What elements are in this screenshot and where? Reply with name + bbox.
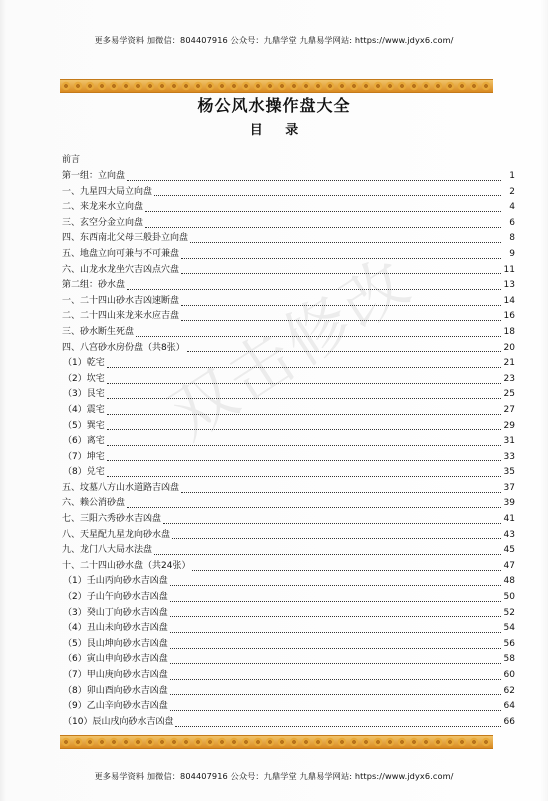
toc-entry[interactable] bbox=[62, 512, 515, 528]
toc-leader-dots bbox=[192, 569, 501, 571]
toc-leader-dots bbox=[181, 491, 501, 493]
toc-entry-page-number: 56 bbox=[503, 638, 515, 649]
toc-leader-dots bbox=[170, 600, 501, 602]
toc-entry-page-number: 45 bbox=[503, 545, 515, 556]
toc-entry-page-number: 52 bbox=[503, 607, 515, 618]
toc-entry-page-number: 62 bbox=[503, 685, 515, 696]
toc-entry-label: （4）震宅 bbox=[63, 404, 105, 415]
toc-entry-page-number: 20 bbox=[503, 342, 515, 353]
toc-leader-dots bbox=[190, 241, 501, 243]
toc-entry[interactable] bbox=[62, 668, 515, 684]
toc-entry-label: 六、山龙水龙坐穴吉凶点穴盘 bbox=[62, 264, 180, 275]
toc-leader-dots bbox=[170, 662, 501, 664]
toc-leader-dots bbox=[170, 693, 501, 695]
toc-entry-label: 一、九星四大局立向盘 bbox=[62, 186, 153, 197]
toc-entry[interactable] bbox=[62, 481, 515, 497]
toc-entry-label: （6）离宅 bbox=[63, 436, 105, 447]
toc-leader-dots bbox=[170, 678, 501, 680]
toc-entry-label: 七、三阳六秀砂水吉凶盘 bbox=[62, 514, 162, 525]
watermark-text: 双击修改 bbox=[157, 243, 426, 455]
toc-entry[interactable] bbox=[62, 574, 515, 590]
decorative-border-top bbox=[60, 79, 493, 93]
toc-entry-label: 十、二十四山砂水盘（共24张） bbox=[62, 560, 191, 571]
toc-entry-page-number: 54 bbox=[503, 623, 515, 634]
table-of-contents bbox=[62, 169, 515, 730]
toc-entry-page-number: 14 bbox=[503, 295, 515, 306]
toc-entry-page-number: 43 bbox=[503, 529, 515, 540]
toc-entry-label: （10）辰山戌向砂水吉凶盘 bbox=[63, 716, 174, 727]
toc-entry-page-number: 35 bbox=[503, 467, 515, 478]
toc-entry-label: （2）坎宅 bbox=[63, 373, 105, 384]
toc-leader-dots bbox=[145, 210, 501, 212]
toc-entry-label: 五、地盘立向可兼与不可兼盘 bbox=[62, 248, 180, 259]
toc-entry-page-number: 50 bbox=[503, 592, 515, 603]
toc-entry-label: （5）艮山坤向砂水吉凶盘 bbox=[63, 638, 168, 649]
toc-entry-page-number: 37 bbox=[503, 482, 515, 493]
toc-entry-page-number: 8 bbox=[509, 233, 515, 244]
toc-entry[interactable] bbox=[62, 465, 515, 481]
toc-entry[interactable] bbox=[62, 637, 515, 653]
toc-entry-label: （4）丑山未向砂水吉凶盘 bbox=[63, 623, 168, 634]
toc-entry[interactable] bbox=[62, 606, 515, 622]
toc-entry-page-number: 29 bbox=[503, 420, 515, 431]
toc-leader-dots bbox=[170, 709, 501, 711]
toc-leader-dots bbox=[170, 584, 501, 586]
page-footer: 更多易学资料 加微信：804407916 公众号：九鼎学堂 九鼎易学网站: https://www.jdyx6.com/ bbox=[94, 771, 454, 781]
toc-entry-page-number: 60 bbox=[503, 670, 515, 680]
toc-entry-label: 六、赖公消砂盘 bbox=[62, 498, 126, 509]
toc-leader-dots bbox=[163, 522, 501, 524]
toc-heading: 目 录 bbox=[249, 123, 308, 138]
toc-entry[interactable] bbox=[62, 434, 515, 450]
toc-entry-label: （6）寅山申向砂水吉凶盘 bbox=[63, 654, 168, 665]
toc-entry-page-number: 58 bbox=[503, 654, 515, 665]
toc-entry[interactable] bbox=[62, 543, 515, 559]
toc-entry-label: 第二组：砂水盘 bbox=[62, 280, 126, 291]
toc-entry-label: 三、玄空分金立向盘 bbox=[62, 217, 144, 228]
toc-entry-page-number: 9 bbox=[509, 248, 515, 259]
toc-entry[interactable] bbox=[62, 590, 515, 606]
toc-entry[interactable] bbox=[62, 699, 515, 715]
toc-entry-page-number: 1 bbox=[509, 171, 515, 181]
toc-entry-label: 二、来龙来水立向盘 bbox=[62, 202, 144, 213]
toc-entry-page-number: 16 bbox=[503, 311, 515, 322]
toc-entry-page-number: 6 bbox=[509, 217, 515, 228]
toc-entry[interactable] bbox=[62, 559, 515, 575]
toc-leader-dots bbox=[127, 506, 501, 508]
toc-entry-page-number: 48 bbox=[503, 576, 515, 587]
toc-entry[interactable] bbox=[62, 528, 515, 544]
toc-entry[interactable] bbox=[62, 715, 515, 731]
toc-entry[interactable] bbox=[62, 200, 515, 216]
toc-entry-label: （7）坤宅 bbox=[63, 451, 105, 462]
toc-entry-page-number: 18 bbox=[503, 326, 515, 337]
toc-leader-dots bbox=[170, 647, 501, 649]
toc-entry-label: （9）乙山辛向砂水吉凶盘 bbox=[63, 701, 168, 712]
toc-entry[interactable] bbox=[62, 652, 515, 668]
toc-entry-page-number: 33 bbox=[503, 451, 515, 462]
toc-entry-label: 四、八宫砂水房份盘（共8张） bbox=[62, 342, 185, 353]
toc-entry-label: 五、坟墓八方山水道路吉凶盘 bbox=[62, 482, 180, 493]
toc-leader-dots bbox=[145, 226, 501, 228]
toc-entry[interactable] bbox=[62, 496, 515, 512]
toc-entry-page-number: 21 bbox=[503, 358, 515, 369]
toc-leader-dots bbox=[127, 179, 501, 181]
preface-entry: 前言 bbox=[62, 155, 81, 165]
toc-entry[interactable] bbox=[62, 216, 515, 232]
decorative-border-bottom bbox=[60, 735, 493, 749]
toc-entry-page-number: 31 bbox=[503, 436, 515, 447]
toc-entry-page-number: 39 bbox=[503, 498, 515, 509]
toc-entry[interactable] bbox=[62, 450, 515, 466]
toc-entry-label: 第一组：立向盘 bbox=[62, 171, 126, 181]
toc-leader-dots bbox=[154, 194, 501, 196]
toc-entry-label: （2）子山午向砂水吉凶盘 bbox=[63, 592, 168, 603]
page-header: 更多易学资料 加微信：804407916 公众号：九鼎学堂 九鼎易学网站: https://www.jdyx6.com/ bbox=[94, 35, 454, 45]
toc-entry-page-number: 47 bbox=[503, 560, 515, 571]
toc-entry-page-number: 2 bbox=[509, 186, 515, 197]
toc-leader-dots bbox=[175, 725, 501, 727]
toc-entry-label: （8）卯山酉向砂水吉凶盘 bbox=[63, 685, 168, 696]
toc-entry-page-number: 25 bbox=[503, 389, 515, 400]
toc-entry-page-number: 66 bbox=[503, 716, 515, 727]
toc-entry-page-number: 64 bbox=[503, 701, 515, 712]
toc-entry-label: 九、龙门八大局水法盘 bbox=[62, 545, 153, 556]
toc-entry-label: （8）兑宅 bbox=[63, 467, 105, 478]
toc-entry-label: （1）壬山丙向砂水吉凶盘 bbox=[63, 576, 168, 587]
document-title: 杨公风水操作盘大全 bbox=[197, 96, 351, 115]
toc-entry-page-number: 11 bbox=[503, 264, 515, 275]
toc-entry-page-number: 23 bbox=[503, 373, 515, 384]
toc-leader-dots bbox=[172, 537, 501, 539]
toc-entry-label: （1）乾宅 bbox=[63, 358, 105, 369]
toc-entry-label: （5）巽宅 bbox=[63, 420, 105, 431]
toc-entry-label: 一、二十四山砂水吉凶速断盘 bbox=[62, 295, 180, 306]
toc-entry[interactable] bbox=[62, 621, 515, 637]
toc-entry-label: 四、东西南北父母三般卦立向盘 bbox=[62, 233, 189, 244]
toc-entry-page-number: 13 bbox=[503, 280, 515, 291]
toc-entry[interactable] bbox=[62, 684, 515, 700]
toc-entry-label: （7）甲山庚向砂水吉凶盘 bbox=[63, 670, 168, 680]
toc-entry-label: 二、二十四山来龙来水应吉盘 bbox=[62, 311, 180, 322]
toc-leader-dots bbox=[170, 615, 501, 617]
toc-entry-label: 八、天星配九星龙向砂水盘 bbox=[62, 529, 171, 540]
toc-entry[interactable] bbox=[62, 185, 515, 201]
toc-entry[interactable] bbox=[62, 169, 515, 185]
toc-leader-dots bbox=[154, 553, 501, 555]
toc-entry-label: （3）艮宅 bbox=[63, 389, 105, 400]
toc-entry-page-number: 4 bbox=[509, 202, 515, 213]
toc-entry-page-number: 41 bbox=[503, 514, 515, 525]
toc-leader-dots bbox=[170, 631, 501, 633]
toc-entry-page-number: 27 bbox=[503, 404, 515, 415]
toc-entry[interactable] bbox=[62, 231, 515, 247]
toc-entry-label: 三、砂水断生死盘 bbox=[62, 326, 135, 337]
toc-entry-label: （3）癸山丁向砂水吉凶盘 bbox=[63, 607, 168, 618]
